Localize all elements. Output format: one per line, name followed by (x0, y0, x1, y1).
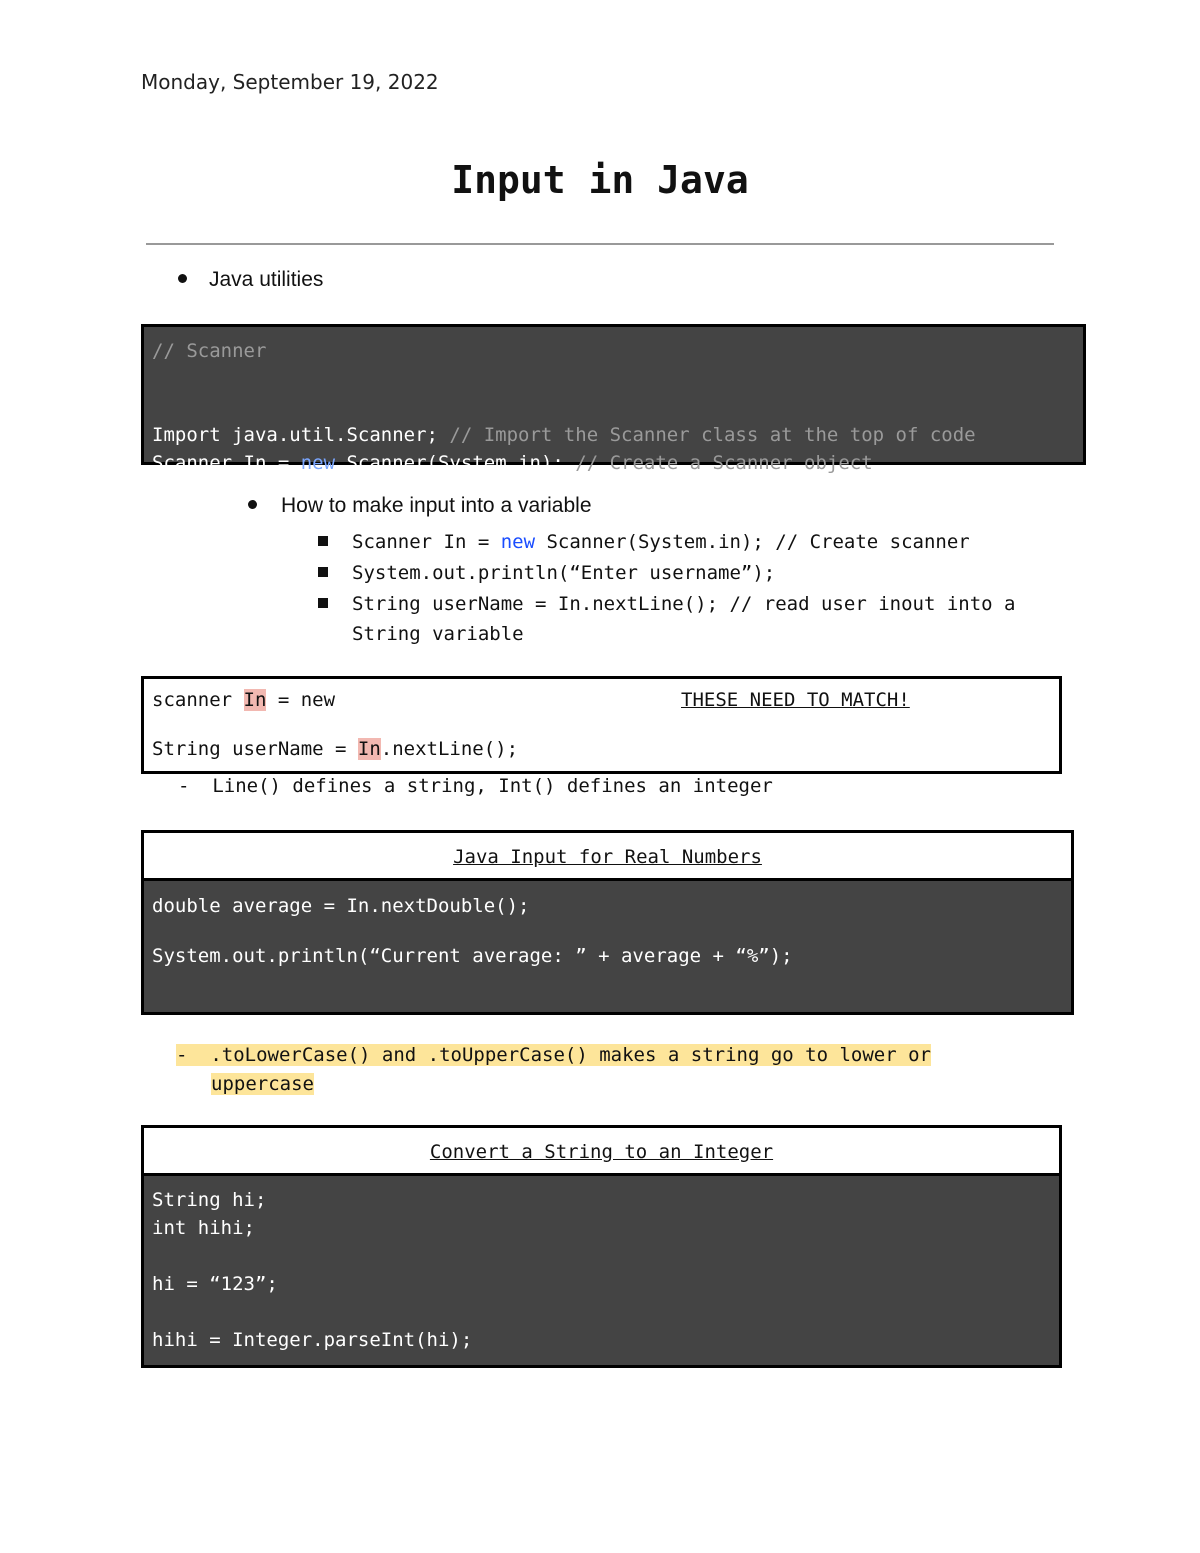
page-title: Input in Java (451, 158, 749, 202)
match-box (141, 676, 1062, 774)
square-bullet-icon (318, 567, 328, 577)
code-line-scanner (152, 449, 1083, 477)
line-int-note: - Line() defines a string, Int() defines an integer (178, 775, 773, 797)
square-bullet-icon (318, 598, 328, 608)
code-text: scanner (152, 689, 244, 711)
code-keyword: new (300, 452, 336, 474)
sub-item-3 (318, 589, 1015, 619)
code-text: Scanner(System.in); (335, 452, 576, 474)
case-conversion-note (176, 1041, 931, 1099)
bullet-text: How to make input into a variable (281, 494, 592, 517)
code-text: Scanner(System.in); // Create scanner (535, 531, 970, 553)
code-line-import (152, 421, 1083, 449)
highlighted-note-line: - .toLowerCase() and .toUpperCase() makes a string go to lower or (176, 1044, 931, 1066)
code-text: String userName = (152, 738, 358, 760)
bullet-dot-icon (248, 500, 257, 509)
code-text: Import java.util.Scanner; (152, 424, 450, 446)
match-note: THESE NEED TO MATCH! (681, 689, 910, 711)
bullet-java-utilities (178, 268, 323, 292)
code-line: double average = In.nextDouble(); (152, 895, 530, 917)
code-comment: // Import the Scanner class at the top of code (449, 424, 976, 446)
square-bullet-icon (318, 536, 328, 546)
sub-item-2 (318, 558, 775, 588)
real-numbers-code (144, 881, 1071, 1012)
bullet-input-variable (248, 494, 592, 518)
match-line-2 (152, 738, 518, 760)
highlight-variable: In (357, 738, 381, 760)
bullet-text: Java utilities (209, 268, 324, 291)
convert-header: Convert a String to an Integer (144, 1128, 1059, 1176)
code-line: System.out.println(“Current average: ” + average + “%”); (152, 945, 793, 967)
code-text: .nextLine(); (380, 738, 519, 760)
convert-string-box (141, 1125, 1062, 1368)
scanner-code-block (141, 324, 1086, 474)
code-text: Scanner In = (352, 531, 501, 553)
code-comment: // Create a Scanner object (575, 452, 873, 474)
code-line: int hihi; (152, 1217, 255, 1239)
highlight-variable: In (243, 689, 267, 711)
convert-code (144, 1176, 1059, 1365)
title-divider (146, 243, 1054, 245)
code-comment: // Scanner (152, 340, 267, 362)
code-text: Scanner In = (152, 452, 301, 474)
highlighted-note-line: uppercase (211, 1073, 314, 1095)
real-numbers-header: Java Input for Real Numbers (144, 833, 1071, 881)
sub-item-3-continued: String variable (352, 623, 524, 645)
code-line: hi = “123”; (152, 1273, 278, 1295)
code-text: System.out.println(“Enter username”); (352, 562, 776, 584)
bullet-dot-icon (178, 274, 187, 283)
code-line: hihi = Integer.parseInt(hi); (152, 1329, 473, 1351)
code-keyword: new (500, 531, 536, 553)
real-numbers-box (141, 830, 1074, 1015)
code-text: = new (266, 689, 336, 711)
code-line: String hi; (152, 1189, 267, 1211)
document-date: Monday, September 19, 2022 (141, 70, 439, 94)
match-line-1 (152, 689, 335, 711)
sub-item-1 (318, 527, 970, 557)
code-text: String userName = In.nextLine(); // read user inout into a (352, 593, 1016, 615)
